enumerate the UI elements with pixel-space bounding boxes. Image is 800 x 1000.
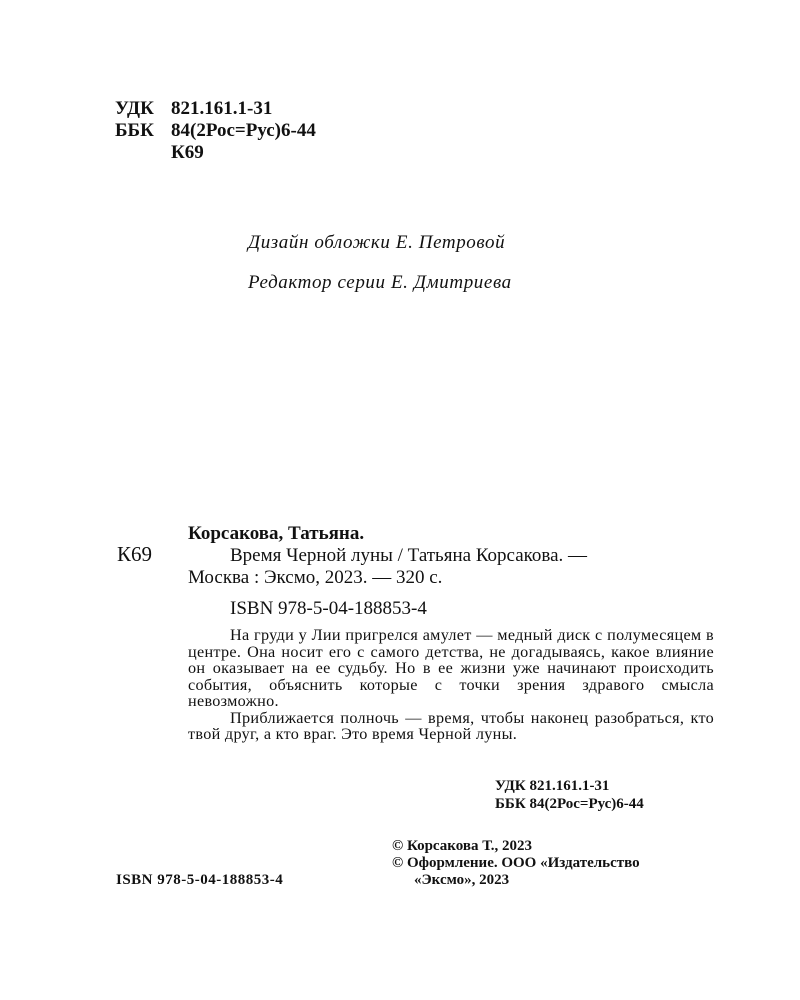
annotation-paragraph: На груди у Лии пригрелся амулет — медный диск с полумесяцем в центре. Она носит его с самого детства, не догадываясь, какое влияние он оказывает на ее судьбу. Но в ее жизни уже начинают происходить события, объяснить которые с точки зрения здравого смысла невозможно.: [188, 626, 714, 710]
cover-design-credit: Дизайн обложки Е. Петровой: [248, 232, 506, 253]
bbk-label: ББК: [115, 120, 154, 141]
isbn-main: ISBN 978-5-04-188853-4: [230, 598, 427, 619]
annotation: [188, 627, 714, 743]
udk-value: 821.161.1-31: [171, 98, 273, 119]
bbk-line: ББК 84(2Рос=Рус)6-44: [495, 796, 644, 812]
imprint-line: Москва : Эксмо, 2023. — 320 с.: [188, 567, 443, 588]
series-editor-credit: Редактор серии Е. Дмитриева: [248, 272, 512, 293]
udk-line: УДК 821.161.1-31: [495, 778, 610, 794]
author-heading: Корсакова, Татьяна.: [188, 523, 365, 544]
bbk-value: 84(2Рос=Рус)6-44: [171, 120, 316, 141]
bbk-row: [115, 120, 316, 142]
udk-row: [115, 98, 272, 120]
author-mark-side: К69: [117, 542, 153, 566]
title-line: Время Черной луны / Татьяна Корсакова. —: [230, 545, 588, 566]
copyright-author: © Корсакова Т., 2023: [392, 838, 532, 854]
annotation-paragraph: Приближается полночь — время, чтобы наконец разобраться, кто твой друг, а кто враг. Это время Черной луны.: [188, 708, 714, 743]
author-mark-top: К69: [171, 142, 204, 163]
copyright-design-line-1: © Оформление. ООО «Издательство: [392, 855, 640, 871]
isbn-bottom: ISBN 978-5-04-188853-4: [116, 872, 284, 888]
udk-label: УДК: [115, 98, 154, 119]
copyright-design-line-2: «Эксмо», 2023: [414, 872, 510, 888]
